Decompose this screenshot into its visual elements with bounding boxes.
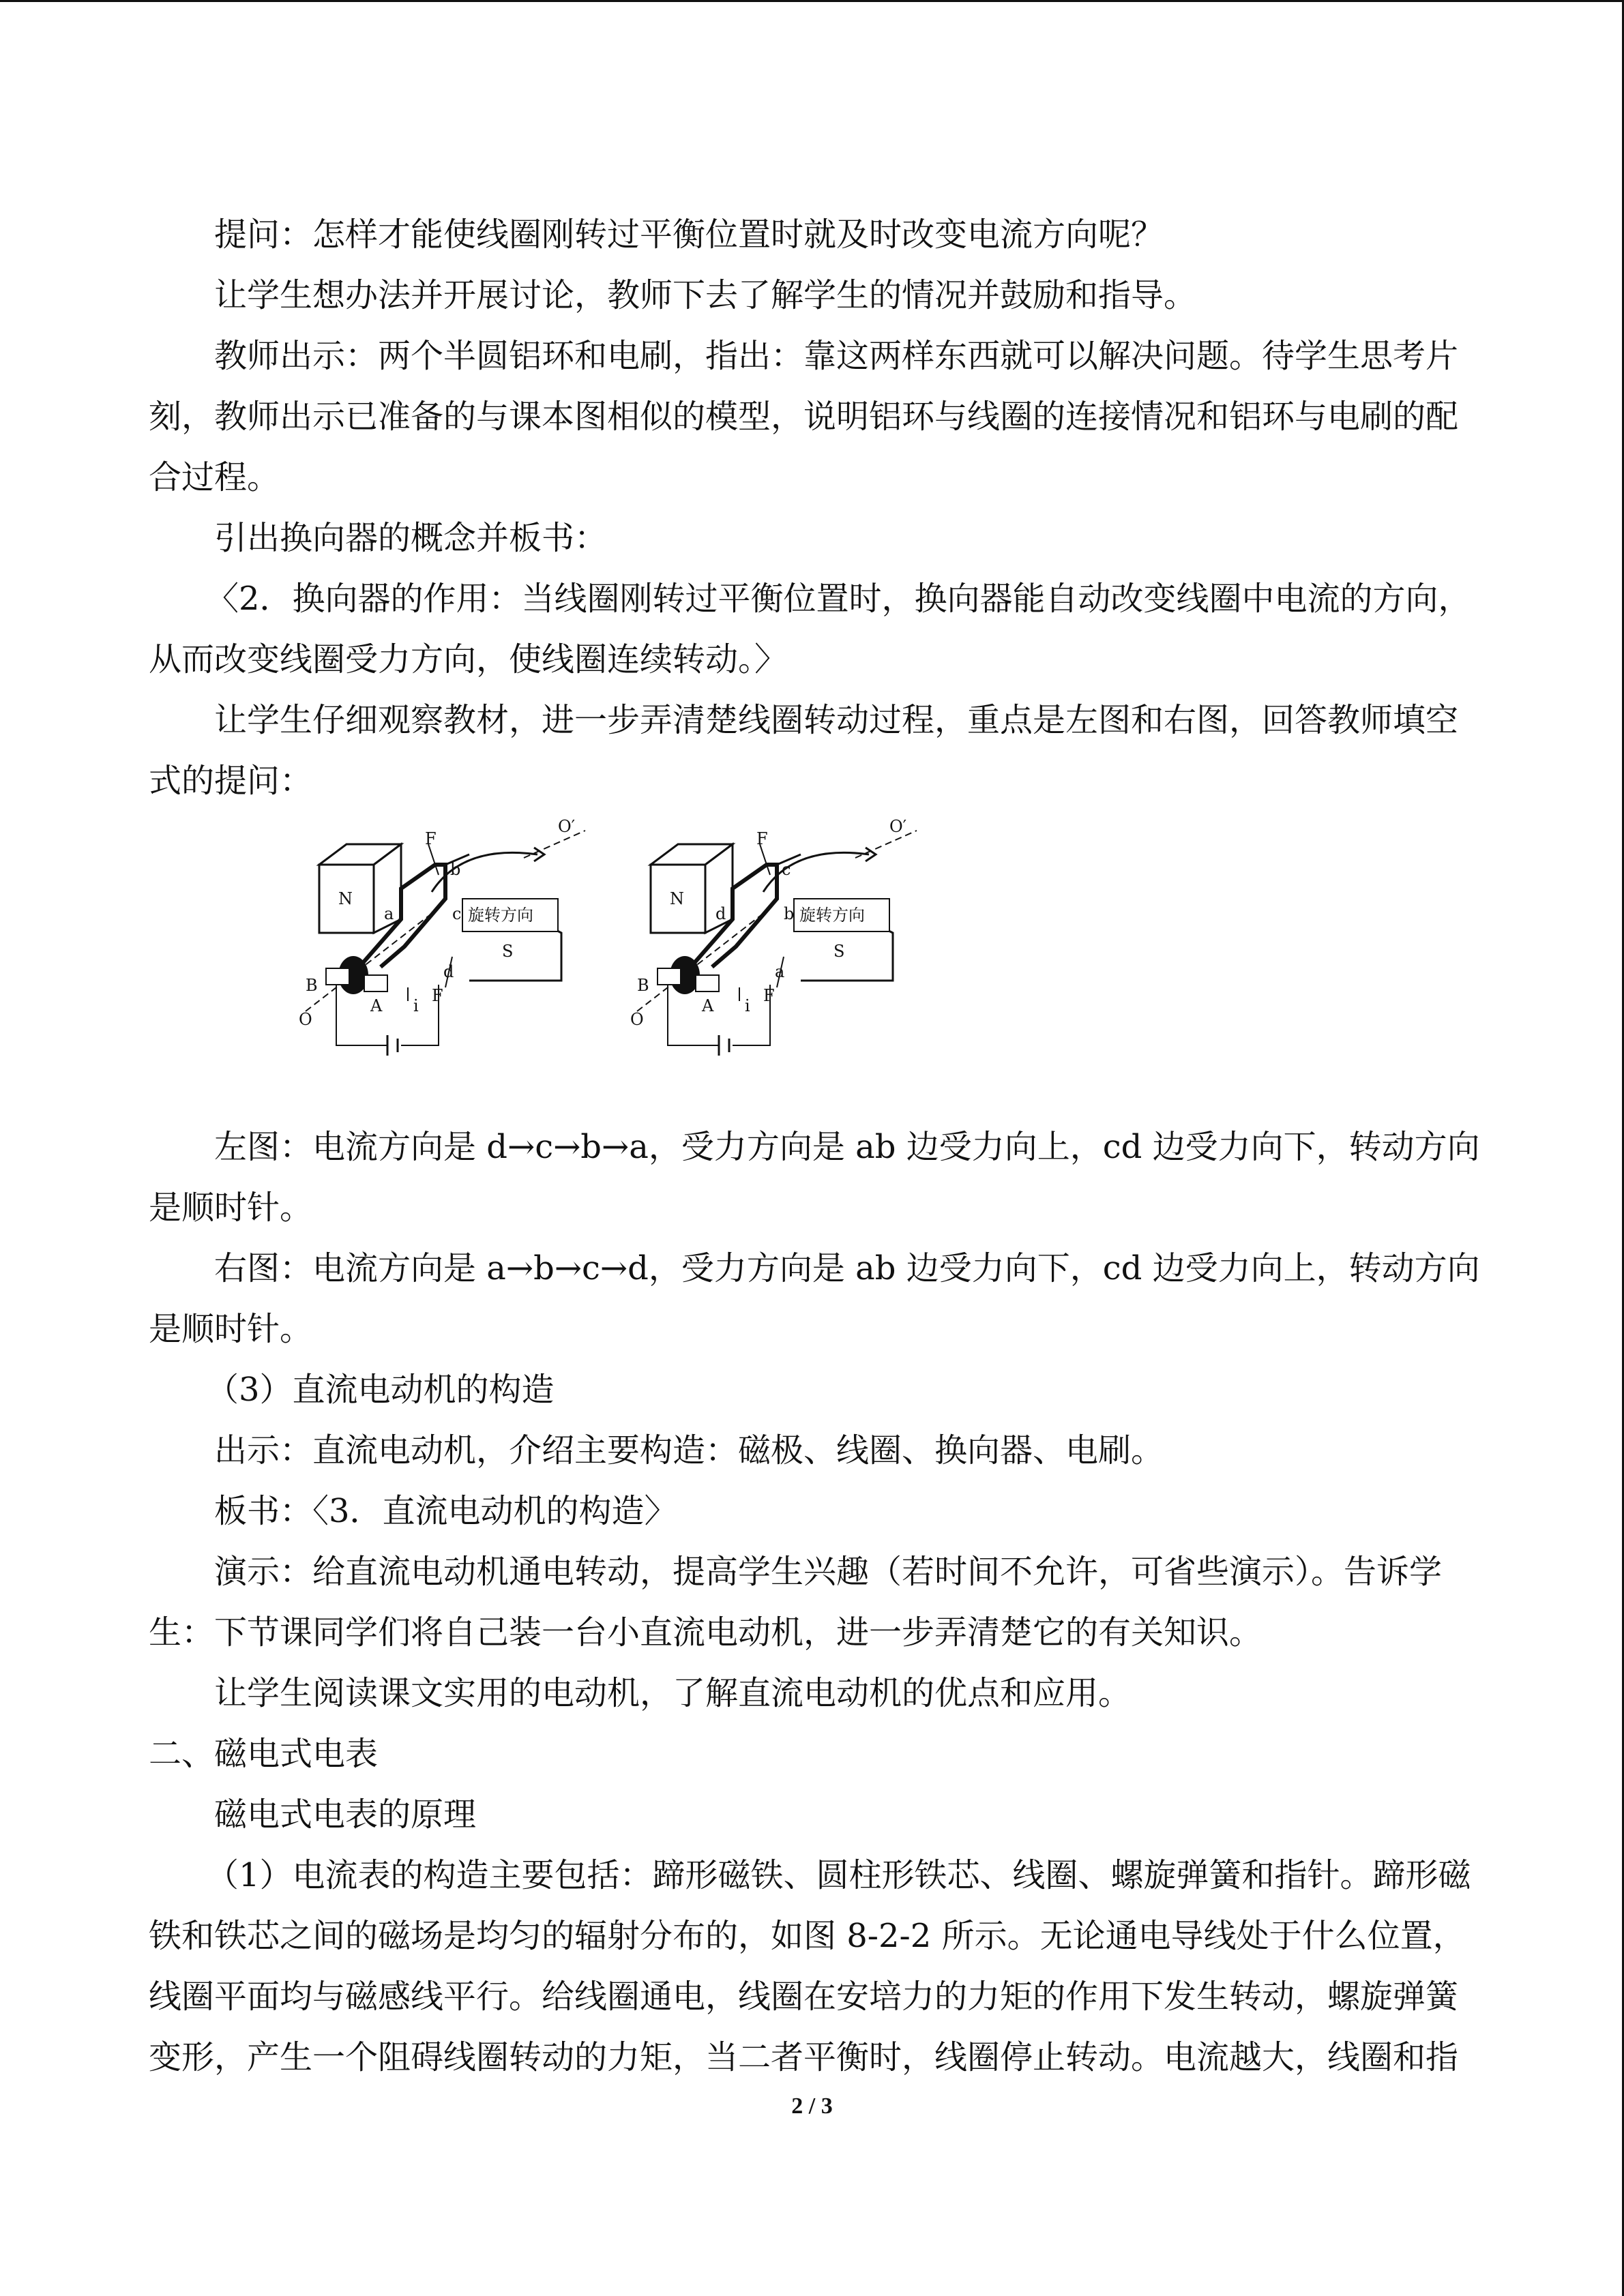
- label-B: B: [306, 976, 318, 995]
- paragraph-continuation: 合过程。: [149, 458, 280, 496]
- label-c: c: [782, 860, 791, 879]
- paragraph-continuation: 变形，产生一个阻碍线圈转动的力矩，当二者平衡时，线圈停止转动。电流越大，线圈和指: [149, 2038, 1459, 2076]
- label-O-prime: O′: [558, 817, 576, 836]
- label-O-prime: O′: [889, 817, 907, 836]
- label-A: A: [370, 996, 383, 1015]
- label-N: N: [338, 889, 353, 908]
- label-F-top: F: [756, 829, 768, 848]
- paragraph-continuation: 式的提问：: [149, 762, 313, 800]
- label-A: A: [702, 996, 714, 1015]
- paragraph-continuation: 是顺时针。: [149, 1310, 313, 1348]
- paragraph: 引出换向器的概念并板书：: [214, 519, 608, 557]
- motor-figures: [149, 817, 1472, 1069]
- page-number: 2 / 3: [791, 2093, 833, 2119]
- paragraph: 出示：直流电动机，介绍主要构造：磁极、线圈、换向器、电刷。: [214, 1431, 1164, 1470]
- board-note: 〈2．换向器的作用：当线圈刚转过平衡位置时，换向器能自动改变线圈中电流的方向，: [206, 580, 1471, 618]
- document-body: [149, 205, 1480, 2088]
- paragraph-continuation: 是顺时针。: [149, 1189, 313, 1227]
- label-S: S: [833, 942, 845, 961]
- paragraph-continuation: 铁和铁芯之间的磁场是均匀的辐射分布的，如图 8-2-2 所示。无论通电导线处于什么位置，: [149, 1917, 1466, 1955]
- paragraph: 右图：电流方向是 a→b→c→d，受力方向是 ab 边受力向下，cd 边受力向上，转动方向: [214, 1249, 1480, 1287]
- label-B: B: [637, 976, 649, 995]
- label-c: c: [452, 904, 462, 923]
- section-heading: 二、磁电式电表: [149, 1735, 379, 1773]
- subsection-heading: 磁电式电表的原理: [214, 1795, 477, 1834]
- paragraph: 让学生想办法并开展讨论，教师下去了解学生的情况并鼓励和指导。: [214, 276, 1197, 314]
- label-O: O: [630, 1010, 644, 1029]
- paragraph: 板书：〈3．直流电动机的构造〉: [214, 1492, 677, 1530]
- label-F-top: F: [425, 829, 437, 848]
- label-d: d: [443, 962, 454, 981]
- paragraph: 提问：怎样才能使线圈刚转过平衡位置时就及时改变电流方向呢？: [214, 215, 1164, 254]
- label-S: S: [502, 942, 514, 961]
- label-a: a: [384, 904, 394, 923]
- label-a: a: [775, 962, 785, 981]
- motor-diagram-right: [630, 817, 930, 1069]
- page-border-top: [0, 0, 1624, 2]
- label-d: d: [715, 904, 726, 923]
- label-b: b: [450, 860, 461, 879]
- paragraph-continuation: 刻，教师出示已准备的与课本图相似的模型，说明铝环与线圈的连接情况和铝环与电刷的配: [149, 398, 1459, 436]
- paragraph: （1）电流表的构造主要包括：蹄形磁铁、圆柱形铁芯、线圈、螺旋弹簧和指针。蹄形磁: [206, 1856, 1471, 1894]
- paragraph: 让学生仔细观察教材，进一步弄清楚线圈转动过程，重点是左图和右图，回答教师填空: [214, 701, 1459, 739]
- rotation-label: 旋转方向: [468, 906, 533, 925]
- label-i: i: [745, 996, 750, 1015]
- label-F-bottom: F: [763, 986, 775, 1005]
- paragraph-continuation: 从而改变线圈受力方向，使线圈连续转动。〉: [149, 640, 788, 679]
- paragraph-continuation: 线圈平面均与磁感线平行。给线圈通电，线圈在安培力的力矩的作用下发生转动，螺旋弹簧: [149, 1978, 1459, 2016]
- paragraph-continuation: 生：下节课同学们将自己装一台小直流电动机，进一步弄清楚它的有关知识。: [149, 1613, 1263, 1652]
- label-b: b: [784, 904, 795, 923]
- paragraph: 演示：给直流电动机通电转动，提高学生兴趣（若时间不允许，可省些演示）。告诉学: [214, 1553, 1443, 1591]
- label-F-bottom: F: [432, 986, 443, 1005]
- label-i: i: [413, 996, 419, 1015]
- label-N: N: [670, 889, 684, 908]
- section-heading: （3）直流电动机的构造: [206, 1371, 555, 1409]
- paragraph: 让学生阅读课文实用的电动机，了解直流电动机的优点和应用。: [214, 1674, 1132, 1712]
- paragraph: 教师出示：两个半圆铝环和电刷，指出：靠这两样东西就可以解决问题。待学生思考片: [214, 337, 1459, 375]
- label-O: O: [299, 1010, 312, 1029]
- motor-diagram-left: [299, 817, 599, 1069]
- paragraph: 左图：电流方向是 d→c→b→a，受力方向是 ab 边受力向上，cd 边受力向下，转动方向: [214, 1128, 1480, 1166]
- rotation-label: 旋转方向: [799, 906, 865, 925]
